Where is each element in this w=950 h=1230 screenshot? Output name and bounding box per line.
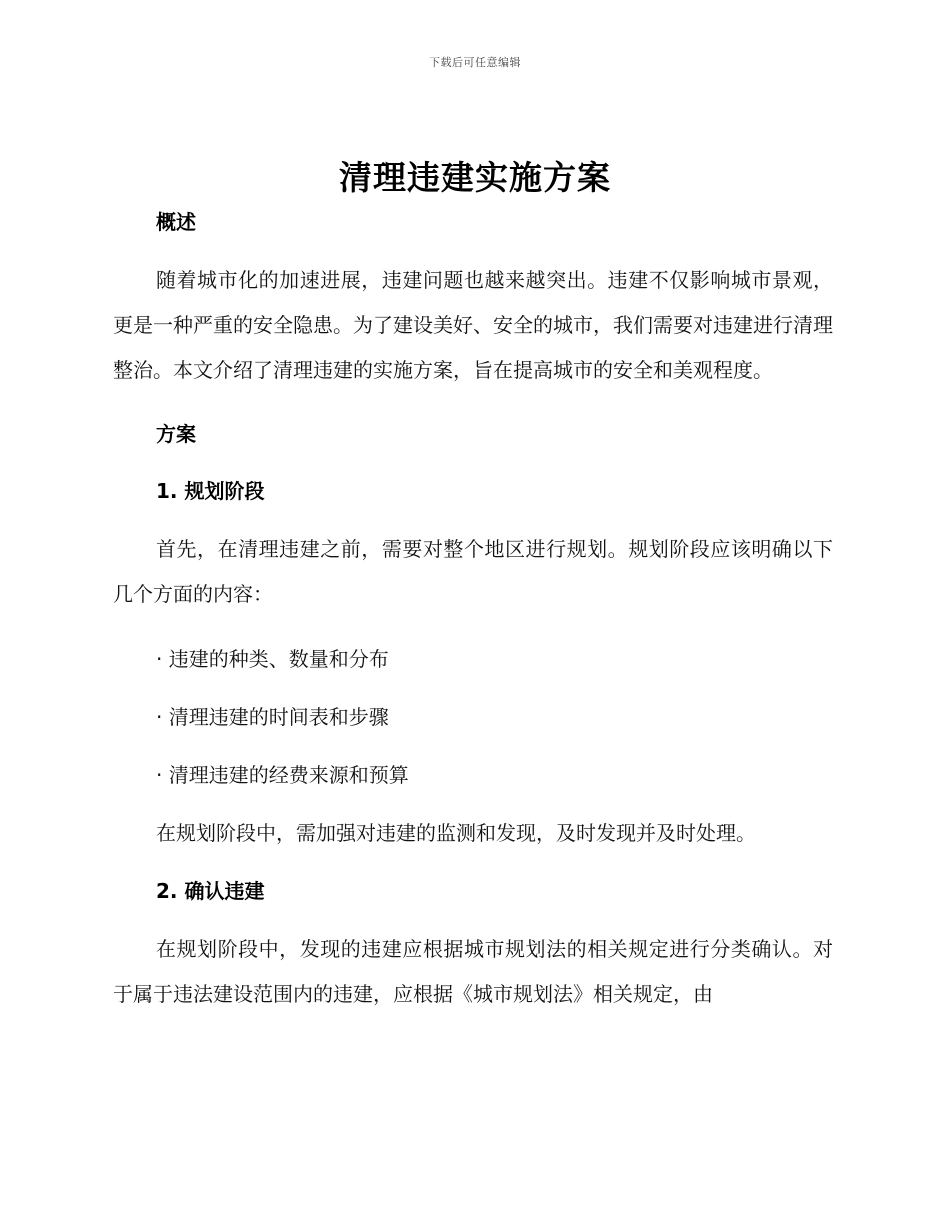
document-body	[113, 200, 833, 1017]
step1-bullet-2: · 清理违建的时间表和步骤	[156, 705, 389, 729]
document-title: 清理违建实施方案	[339, 158, 611, 197]
overview-heading: 概述	[156, 210, 196, 234]
overview-paragraph: 随着城市化的加速进展，违建问题也越来越突出。违建不仅影响城市景观，更是一种严重的安全隐患。为了建设美好、安全的城市，我们需要对违建进行清理整治。本文介绍了清理违建的实施方案，旨在提高城市的安全和美观程度。	[113, 268, 833, 382]
step1-bullet-1: · 违建的种类、数量和分布	[156, 647, 389, 671]
step2-heading: 2. 确认违建	[156, 879, 265, 903]
step2-paragraph: 在规划阶段中，发现的违建应根据城市规划法的相关规定进行分类确认。对于属于违法建设范围内的违建，应根据《城市规划法》相关规定，由	[113, 937, 833, 1006]
plan-heading: 方案	[156, 422, 196, 446]
step1-intro-paragraph: 首先，在清理违建之前，需要对整个地区进行规划。规划阶段应该明确以下几个方面的内容：	[113, 537, 833, 606]
step1-heading: 1. 规划阶段	[156, 479, 265, 503]
page-header-caption: 下载后可任意编辑	[429, 56, 521, 69]
step1-note-paragraph: 在规划阶段中，需加强对违建的监测和发现，及时发现并及时处理。	[156, 821, 756, 845]
step1-bullet-3: · 清理违建的经费来源和预算	[156, 763, 409, 787]
